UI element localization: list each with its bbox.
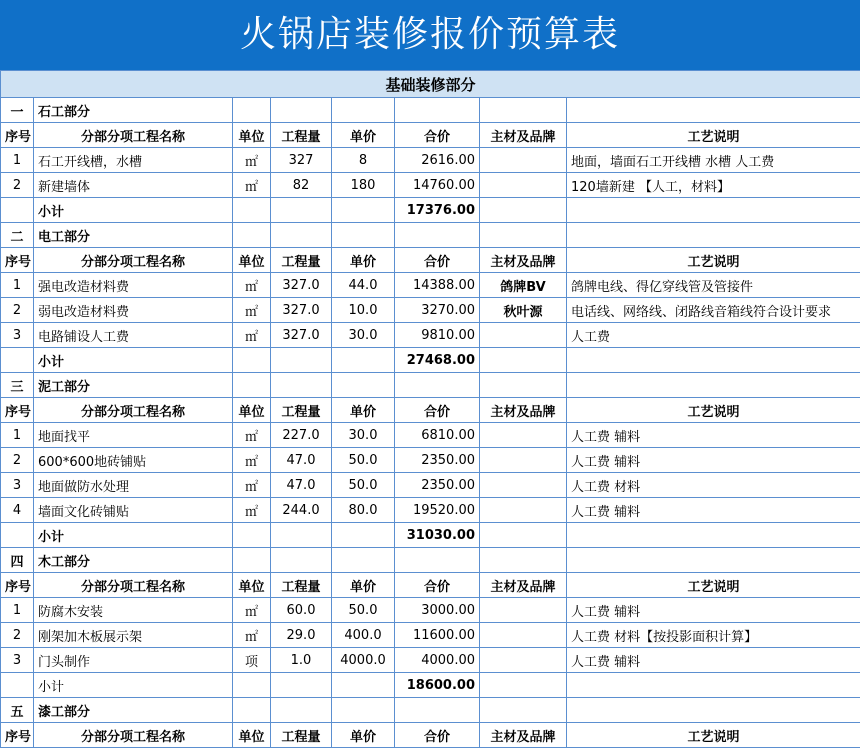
subtotal-label: 小计 [34,523,233,548]
line-total: 2350.00 [395,448,480,473]
empty-cell [480,673,567,698]
brand: 秋叶源 [480,298,567,323]
table-row [1,623,860,648]
section-number: 四 [1,548,34,573]
item-name: 600*600地砖铺贴 [34,448,233,473]
column-header: 工程量 [271,248,332,273]
unit: ㎡ [233,448,271,473]
item-name: 石工开线槽，水槽 [34,148,233,173]
empty-cell [233,673,271,698]
unit-price: 180 [332,173,395,198]
item-name: 地面找平 [34,423,233,448]
empty-cell [332,373,395,398]
empty-cell [1,673,34,698]
section-number: 三 [1,373,34,398]
empty-cell [332,523,395,548]
empty-cell [271,523,332,548]
quantity: 60.0 [271,598,332,623]
line-total: 3000.00 [395,598,480,623]
empty-cell [1,198,34,223]
column-header: 工艺说明 [567,398,860,423]
empty-cell [332,548,395,573]
empty-cell [480,223,567,248]
section-name: 木工部分 [34,548,233,573]
table-row [1,323,860,348]
process-note: 人工费 辅料 [567,498,860,523]
section-name: 电工部分 [34,223,233,248]
line-total: 9810.00 [395,323,480,348]
row-number: 3 [1,323,34,348]
empty-cell [271,198,332,223]
quantity: 47.0 [271,473,332,498]
empty-cell [567,198,860,223]
column-header: 主材及品牌 [480,398,567,423]
empty-cell [395,223,480,248]
column-header-row [1,723,860,748]
column-header: 工程量 [271,398,332,423]
brand [480,323,567,348]
empty-cell [567,673,860,698]
unit: ㎡ [233,423,271,448]
empty-cell [567,223,860,248]
empty-cell [1,348,34,373]
unit-price: 10.0 [332,298,395,323]
empty-cell [271,548,332,573]
empty-cell [567,523,860,548]
unit-price: 50.0 [332,598,395,623]
row-number: 1 [1,148,34,173]
column-header: 工艺说明 [567,248,860,273]
item-name: 强电改造材料费 [34,273,233,298]
column-header: 主材及品牌 [480,573,567,598]
empty-cell [1,523,34,548]
row-number: 1 [1,423,34,448]
column-header: 序号 [1,398,34,423]
item-name: 墙面文化砖铺贴 [34,498,233,523]
empty-cell [233,373,271,398]
table-row [1,423,860,448]
column-header: 单位 [233,398,271,423]
unit: ㎡ [233,323,271,348]
empty-cell [332,198,395,223]
row-number: 2 [1,623,34,648]
unit: ㎡ [233,498,271,523]
column-header: 分部分项工程名称 [34,398,233,423]
unit: ㎡ [233,273,271,298]
unit-price: 400.0 [332,623,395,648]
empty-cell [271,98,332,123]
column-header-row [1,123,860,148]
empty-cell [271,373,332,398]
line-total: 2350.00 [395,473,480,498]
column-header-row [1,398,860,423]
unit: ㎡ [233,623,271,648]
brand [480,148,567,173]
empty-cell [480,373,567,398]
brand [480,648,567,673]
empty-cell [567,373,860,398]
empty-cell [480,198,567,223]
empty-cell [233,698,271,723]
line-total: 4000.00 [395,648,480,673]
empty-cell [480,98,567,123]
empty-cell [332,698,395,723]
column-header: 工程量 [271,123,332,148]
budget-table [0,70,860,748]
quantity: 327.0 [271,323,332,348]
column-header: 分部分项工程名称 [34,573,233,598]
process-note: 地面，墙面石工开线槽 水槽 人工费 [567,148,860,173]
section-number: 二 [1,223,34,248]
empty-cell [395,98,480,123]
empty-cell [271,223,332,248]
process-note: 鸽牌电线、得亿穿线管及管接件 [567,273,860,298]
process-note: 120墙新建 【人工，材料】 [567,173,860,198]
table-row [1,298,860,323]
row-number: 1 [1,273,34,298]
empty-cell [332,223,395,248]
unit-price: 44.0 [332,273,395,298]
brand [480,498,567,523]
empty-cell [271,698,332,723]
section-number: 一 [1,98,34,123]
column-header-row [1,573,860,598]
table-row [1,498,860,523]
line-total: 2616.00 [395,148,480,173]
empty-cell [395,548,480,573]
item-name: 地面做防水处理 [34,473,233,498]
subtotal-label: 小计 [34,673,233,698]
column-header: 单位 [233,123,271,148]
subtotal-value: 17376.00 [395,198,480,223]
table-row [1,273,860,298]
process-note: 人工费 辅料 [567,423,860,448]
table-row [1,448,860,473]
process-note: 人工费 辅料 [567,648,860,673]
unit-price: 80.0 [332,498,395,523]
unit: ㎡ [233,298,271,323]
unit: ㎡ [233,148,271,173]
quantity: 29.0 [271,623,332,648]
item-name: 门头制作 [34,648,233,673]
table-row [1,473,860,498]
subtotal-row [1,673,860,698]
column-header: 序号 [1,248,34,273]
brand [480,623,567,648]
quantity: 1.0 [271,648,332,673]
column-header: 单价 [332,723,395,748]
empty-cell [567,98,860,123]
subtotal-label: 小计 [34,348,233,373]
item-name: 新建墙体 [34,173,233,198]
empty-cell [395,373,480,398]
unit-price: 30.0 [332,423,395,448]
page-title: 火锅店装修报价预算表 [0,0,860,70]
empty-cell [233,348,271,373]
column-header: 序号 [1,723,34,748]
column-header: 主材及品牌 [480,248,567,273]
column-header: 单价 [332,398,395,423]
column-header: 合价 [395,573,480,598]
subtotal-value: 31030.00 [395,523,480,548]
subtotal-value: 27468.00 [395,348,480,373]
column-header: 合价 [395,398,480,423]
subtotal-row [1,198,860,223]
empty-cell [480,548,567,573]
item-name: 电路铺设人工费 [34,323,233,348]
line-total: 6810.00 [395,423,480,448]
unit-price: 4000.0 [332,648,395,673]
brand [480,423,567,448]
column-header: 单价 [332,123,395,148]
section-header-row [1,223,860,248]
process-note: 人工费 辅料 [567,598,860,623]
column-header: 分部分项工程名称 [34,123,233,148]
column-header: 序号 [1,123,34,148]
subtotal-row [1,523,860,548]
item-name: 防腐木安装 [34,598,233,623]
column-header: 合价 [395,123,480,148]
column-header: 工艺说明 [567,123,860,148]
quantity: 327.0 [271,273,332,298]
empty-cell [233,223,271,248]
column-header: 工程量 [271,573,332,598]
brand [480,598,567,623]
subtotal-value: 18600.00 [395,673,480,698]
unit-price: 8 [332,148,395,173]
table-row [1,598,860,623]
column-header: 工艺说明 [567,573,860,598]
brand [480,173,567,198]
column-header: 工艺说明 [567,723,860,748]
empty-cell [233,523,271,548]
empty-cell [233,98,271,123]
row-number: 2 [1,298,34,323]
line-total: 14760.00 [395,173,480,198]
unit: ㎡ [233,473,271,498]
section-name: 漆工部分 [34,698,233,723]
empty-cell [271,673,332,698]
section-header-row [1,548,860,573]
column-header-row [1,248,860,273]
column-header: 合价 [395,248,480,273]
empty-cell [480,523,567,548]
row-number: 2 [1,448,34,473]
row-number: 4 [1,498,34,523]
table-row [1,173,860,198]
empty-cell [480,698,567,723]
process-note: 人工费 材料【按投影面积计算】 [567,623,860,648]
unit: ㎡ [233,598,271,623]
unit: ㎡ [233,173,271,198]
unit: 项 [233,648,271,673]
column-header: 合价 [395,723,480,748]
table-row [1,148,860,173]
empty-cell [480,348,567,373]
column-header: 分部分项工程名称 [34,723,233,748]
column-header: 单价 [332,573,395,598]
column-header: 工程量 [271,723,332,748]
item-name: 弱电改造材料费 [34,298,233,323]
quantity: 47.0 [271,448,332,473]
subtotal-row [1,348,860,373]
quantity: 327 [271,148,332,173]
item-name: 刚架加木板展示架 [34,623,233,648]
empty-cell [395,698,480,723]
quantity: 82 [271,173,332,198]
column-header: 主材及品牌 [480,123,567,148]
column-header: 单位 [233,723,271,748]
column-header: 序号 [1,573,34,598]
column-header: 单价 [332,248,395,273]
empty-cell [271,348,332,373]
banner-row [1,71,860,98]
section-banner: 基础装修部分 [1,71,860,98]
row-number: 3 [1,648,34,673]
row-number: 1 [1,598,34,623]
empty-cell [233,198,271,223]
section-header-row [1,98,860,123]
column-header: 单位 [233,248,271,273]
row-number: 2 [1,173,34,198]
process-note: 人工费 [567,323,860,348]
table-row [1,648,860,673]
empty-cell [332,348,395,373]
brand [480,448,567,473]
quantity: 227.0 [271,423,332,448]
line-total: 14388.00 [395,273,480,298]
process-note: 人工费 辅料 [567,448,860,473]
quantity: 327.0 [271,298,332,323]
line-total: 11600.00 [395,623,480,648]
row-number: 3 [1,473,34,498]
brand [480,473,567,498]
column-header: 主材及品牌 [480,723,567,748]
line-total: 3270.00 [395,298,480,323]
line-total: 19520.00 [395,498,480,523]
section-number: 五 [1,698,34,723]
unit-price: 30.0 [332,323,395,348]
column-header: 单位 [233,573,271,598]
empty-cell [233,548,271,573]
empty-cell [332,98,395,123]
section-name: 石工部分 [34,98,233,123]
section-name: 泥工部分 [34,373,233,398]
quantity: 244.0 [271,498,332,523]
section-header-row [1,698,860,723]
process-note: 电话线、网络线、闭路线音箱线符合设计要求 [567,298,860,323]
unit-price: 50.0 [332,473,395,498]
unit-price: 50.0 [332,448,395,473]
column-header: 分部分项工程名称 [34,248,233,273]
empty-cell [332,673,395,698]
section-header-row [1,373,860,398]
brand: 鸽牌BV [480,273,567,298]
empty-cell [567,348,860,373]
subtotal-label: 小计 [34,198,233,223]
empty-cell [567,698,860,723]
process-note: 人工费 材料 [567,473,860,498]
empty-cell [567,548,860,573]
